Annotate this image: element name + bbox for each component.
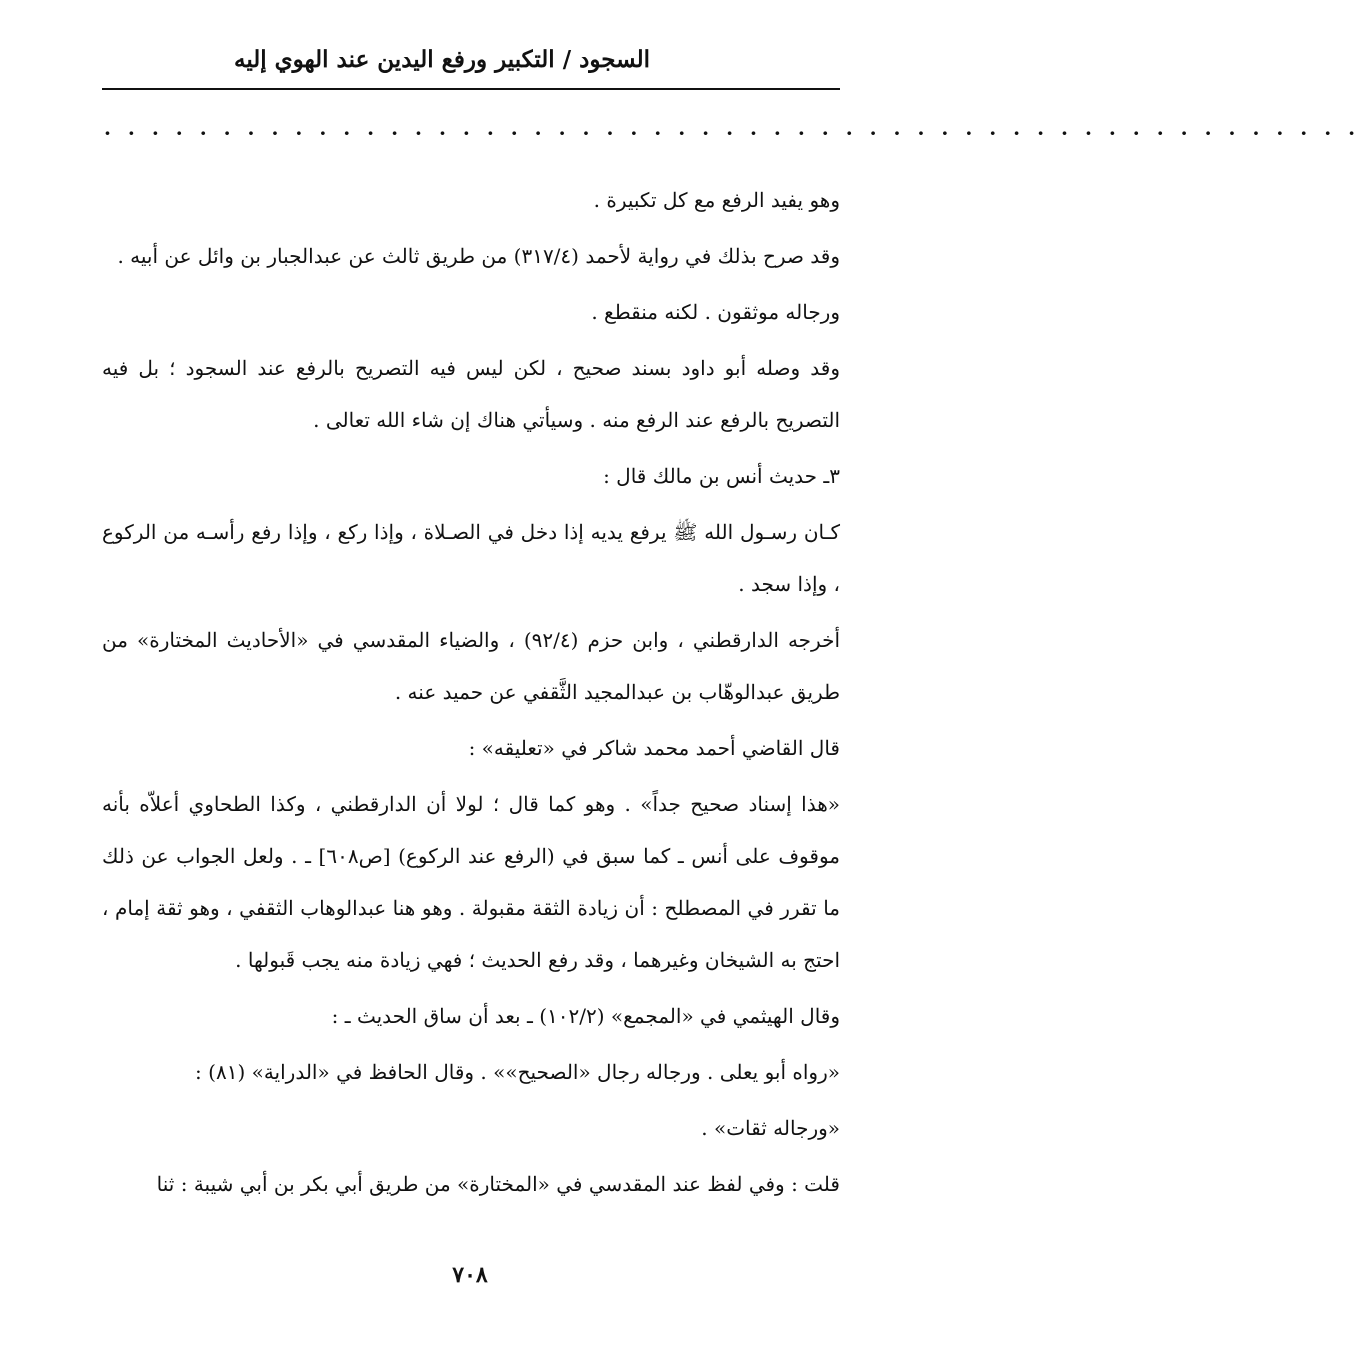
paragraph: ورجاله موثقون . لكنه منقطع . xyxy=(591,300,840,324)
page-number: ٧٠٨ xyxy=(452,1262,488,1288)
paragraph: وقد صرح بذلك في رواية لأحمد (٣١٧/٤) من طريق ثالث عن عبدالجبار بن وائل عن أبيه . xyxy=(117,244,840,268)
paragraph: وهو يفيد الرفع مع كل تكبيرة . xyxy=(593,188,840,212)
section-heading: ٣ـ حديث أنس بن مالك قال : xyxy=(603,464,840,488)
paragraph: وقال الهيثمي في «المجمع» (١٠٢/٢) ـ بعد أن ساق الحديث ـ : xyxy=(331,1004,840,1028)
paragraph: قال القاضي أحمد محمد شاكر في «تعليقه» : xyxy=(468,736,840,760)
page-header xyxy=(102,40,840,90)
dotted-separator: · · · · · · · · · · · · · · · · · · · · · · · · · · · · · · · · · · · · · · · · · · · · · · · · · · · · · xyxy=(104,121,1360,145)
paragraph: «هذا إسناد صحيح جداً» . وهو كما قال ؛ لولا أن الدارقطني ، وكذا الطحاوي أعلاّه بأنه موقوف على أنس ـ كما سبق في (الرفع عند الركوع) [ص٦٠٨] ـ . ولعل الجواب عن ذلك ما تقرر في المصطلح : أن زيادة الثقة مقبولة . وهو هنا عبدالوهاب الثقفي ، وهو ثقة إمام ، احتج به الشيخان وغيرهما ، وقد رفع الحديث ؛ فهي زيادة منه يجب قَبولها . xyxy=(102,792,840,972)
paragraph: وقد وصله أبو داود بسند صحيح ، لكن ليس فيه التصريح بالرفع عند السجود ؛ بل فيه التصريح بالرفع عند الرفع منه . وسيأتي هناك إن شاء الله تعالى . xyxy=(102,356,840,432)
paragraph: «ورجاله ثقات» . xyxy=(701,1116,840,1140)
main-text xyxy=(102,174,840,1214)
paragraph: قلت : وفي لفظ عند المقدسي في «المختارة» من طريق أبي بكر بن أبي شيبة : ثنا xyxy=(156,1172,840,1196)
hadith-text: كـان رسـول الله ﷺ يرفع يديه إذا دخل في الصـلاة ، وإذا ركع ، وإذا رفع رأسـه من الركوع ، وإذا سجد . xyxy=(102,520,840,596)
running-title: السجود / التكبير ورفع اليدين عند الهوي إليه xyxy=(233,46,650,73)
paragraph: أخرجه الدارقطني ، وابن حزم (٩٢/٤) ، والضياء المقدسي في «الأحاديث المختارة» من طريق عبدالوهّاب بن عبدالمجيد الثَّقفي عن حميد عنه . xyxy=(102,628,840,704)
paragraph: «رواه أبو يعلى . ورجاله رجال «الصحيح»» . وقال الحافظ في «الدراية» (٨١) : xyxy=(195,1060,840,1084)
